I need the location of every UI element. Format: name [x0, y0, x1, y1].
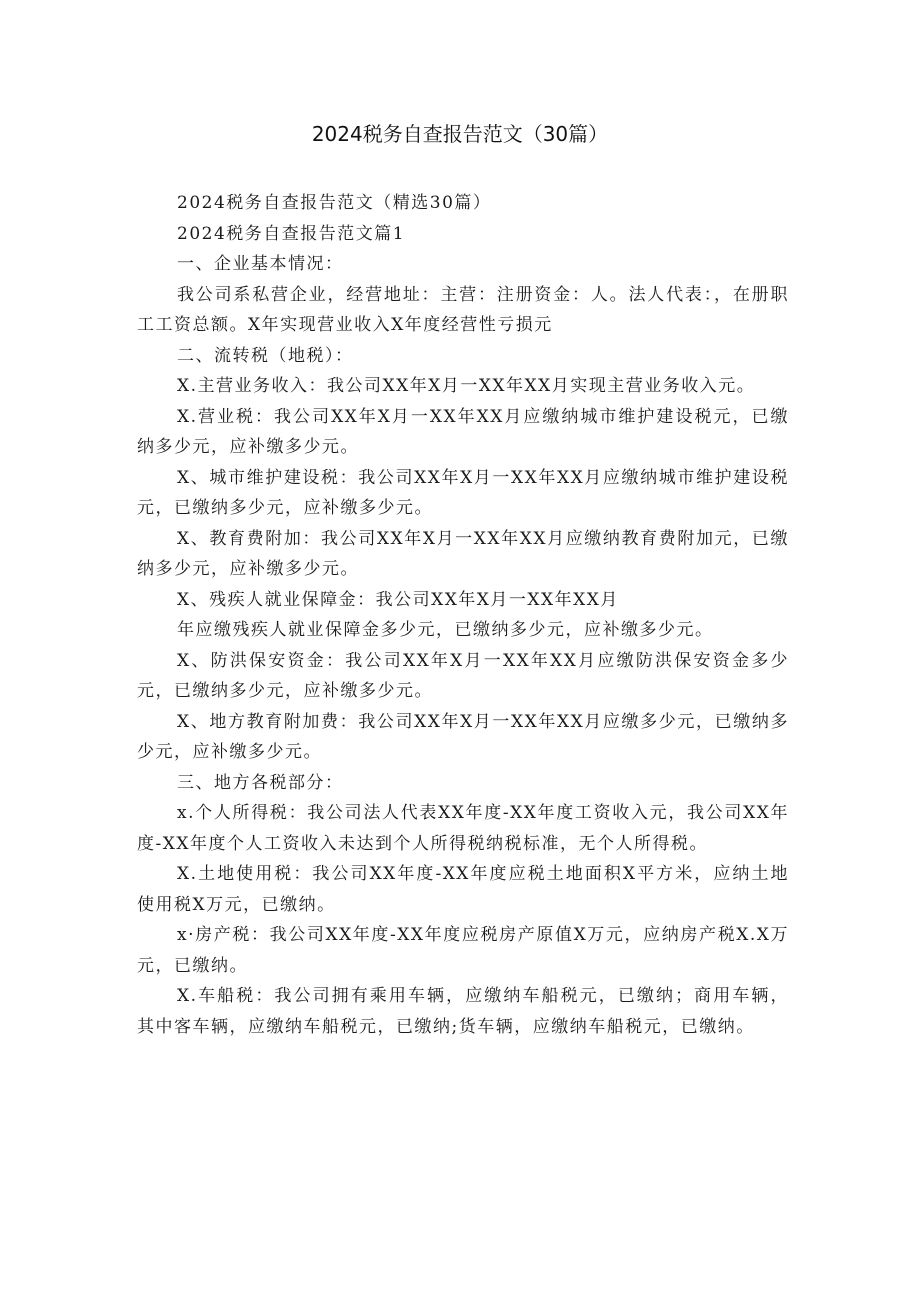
paragraph-main-revenue: X.主营业务收入：我公司XX年X月一XX年XX月实现主营业务收入元。 [177, 376, 756, 396]
section-heading-local-taxes: 三、地方各税部分： [177, 772, 344, 793]
paragraph-disability-fund: X、残疾人就业保障金：我公司XX年X月一XX年XX月 [177, 589, 619, 610]
paragraph-urban-construction-tax: X、城市维护建设税：我公司XX年X月一XX年XX月应缴纳城市维护建设税元，已缴纳多少元，应补缴多少元。 [137, 467, 789, 518]
section-heading-basic-info: 一、企业基本情况： [177, 254, 344, 274]
paragraph-land-use-tax: X.土地使用税：我公司XX年度-XX年度应税土地面积X平方米，应纳土地使用税X万元，已缴纳。 [137, 864, 789, 915]
paragraph-property-tax: x·房产税：我公司XX年度-XX年度应税房产原值X万元，应纳房产税X.X万元，已缴纳。 [137, 925, 789, 976]
document-body [137, 188, 789, 1042]
document-title: 2024税务自查报告范文（30篇） [311, 122, 609, 146]
paragraph-education-surcharge: X、教育费附加：我公司XX年X月一XX年XX月应缴纳教育费附加元，已缴纳多少元，应补缴多少元。 [137, 528, 789, 579]
paragraph-heading-article: 2024税务自查报告范文篇1 [177, 223, 406, 244]
paragraph-disability-fund-cont: 年应缴残疾人就业保障金多少元，已缴纳多少元，应补缴多少元。 [177, 620, 714, 640]
paragraph-vehicle-tax: X.车船税：我公司拥有乘用车辆，应缴纳车船税元，已缴纳；商用车辆，其中客车辆，应缴纳车船税元，已缴纳;货车辆，应缴纳车船税元，已缴纳。 [137, 986, 789, 1037]
paragraph-business-tax: X.营业税：我公司XX年X月一XX年XX月应缴纳城市维护建设税元，已缴纳多少元，应补缴多少元。 [137, 406, 789, 457]
paragraph-subtitle: 2024税务自查报告范文（精选30篇） [177, 193, 492, 213]
paragraph-local-education-surcharge: X、地方教育附加费：我公司XX年X月一XX年XX月应缴多少元，已缴纳多少元，应补缴多少元。 [137, 711, 789, 762]
section-heading-turnover-tax: 二、流转税（地税）： [177, 345, 354, 366]
paragraph-basic-info: 我公司系私营企业，经营地址：主营：注册资金：人。法人代表：，在册职工工资总额。X年实现营业收入X年度经营性亏损元 [137, 284, 789, 335]
paragraph-flood-control-fund: X、防洪保安资金：我公司XX年X月一XX年XX月应缴防洪保安资金多少元，已缴纳多少元，应补缴多少元。 [137, 650, 789, 701]
paragraph-personal-income-tax: x.个人所得税：我公司法人代表XX年度-XX年度工资收入元，我公司XX年度-XX年度个人工资收入未达到个人所得税纳税标准，无个人所得税。 [137, 803, 789, 854]
